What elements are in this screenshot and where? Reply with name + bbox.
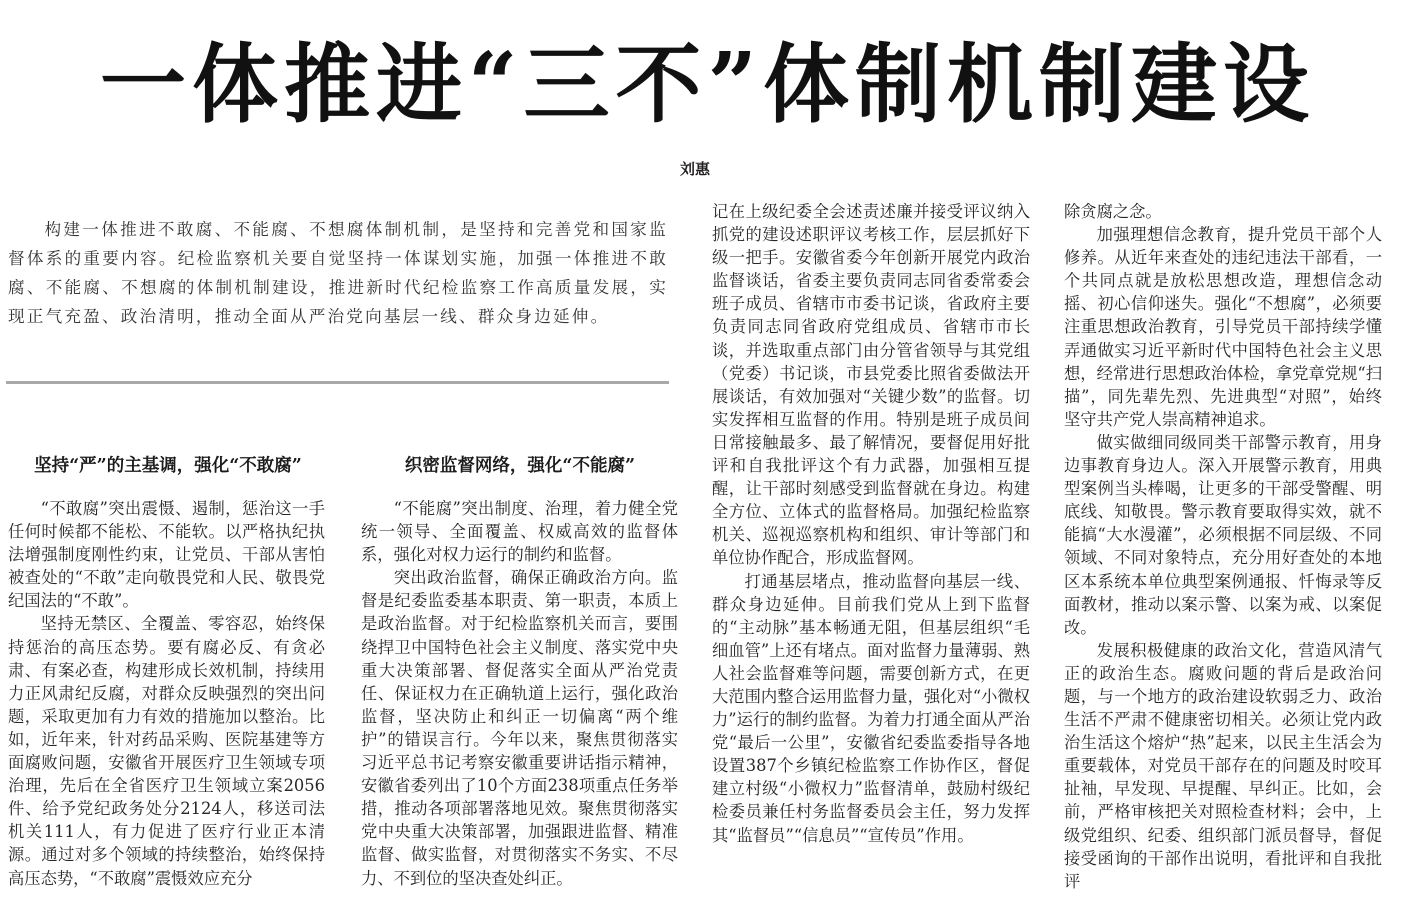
lead-paragraph (8, 215, 668, 331)
section-heading-2: 织密监督网络，强化“不能腐” (404, 456, 636, 476)
section-divider (6, 381, 669, 384)
paragraph: 做实做细同级同类干部警示教育，用身边事教育身边人。深入开展警示教育，用典型案例当头棒喝，让更多的干部受警醒、明底线、知敬畏。警示教育要取得实效，就不能搞“大水漫灌”，必须根据不同层级、不同领域、不同对象特点，充分用好查处的本地区本系统本单位典型案例通报、忏悔录等反面教材，推动以案示警、以案为戒、以案促改。 (1064, 432, 1382, 637)
paragraph: “不敢腐”突出震慑、遏制，惩治这一手任何时候都不能松、不能软。以严格执纪执法增强制度刚性约束，让党员、干部从害怕被查处的“不敢”走向敬畏党和人民、敬畏党纪国法的“不敢”。 (8, 499, 325, 611)
paragraph: 坚持无禁区、全覆盖、零容忍，始终保持惩治的高压态势。要有腐必反、有贪必肃、有案必查，构建形成长效机制，持续用力正风肃纪反腐，对群众反映强烈的突出问题，采取更加有力有效的措施加以整治。比如，近年来，针对药品采购、医院基建等方面腐败问题，安徽省开展医疗卫生领域专项治理，先后在全省医疗卫生领域立案2056件、给予党纪政务处分2124人，移送司法机关111人，有力促进了医疗行业正本清源。通过对多个领域的持续整治，始终保持高压态势，“不敢腐”震慑效应充分 (8, 614, 325, 888)
column-1 (8, 497, 325, 916)
column-2 (361, 497, 678, 916)
column-4 (1064, 200, 1382, 916)
paragraph: 发展积极健康的政治文化，营造风清气正的政治生态。腐败问题的背后是政治问题，与一个地方的政治建设软弱乏力、政治生活不严肃不健康密切相关。必须让党内政治生活这个熔炉“热”起来，以民主生活会为重要载体，对党员干部存在的问题及时咬耳扯袖，早发现、早提醒、早纠正。比如，会前，严格审核把关对照检查材料；会中，上级党组织、纪委、组织部门派员督导，督促接受函询的干部作出说明，看批评和自我批评 (1064, 640, 1382, 891)
author-byline: 刘惠 (679, 160, 710, 178)
column-3 (712, 200, 1030, 916)
section-heading-1: 坚持“严”的主基调，强化“不敢腐” (34, 456, 302, 476)
paragraph-continuation: 除贪腐之念。 (1064, 202, 1162, 221)
paragraph: “不能腐”突出制度、治理，着力健全党统一领导、全面覆盖、权威高效的监督体系，强化对权力运行的制约和监督。 (361, 499, 678, 565)
paragraph: 打通基层堵点，推动监督向基层一线、群众身边延伸。目前我们党从上到下监督的“主动脉”基本畅通无阻，但基层组织“毛细血管”上还有堵点。面对监督力量薄弱、熟人社会监督难等问题，需要创新方式，在更大范围内整合运用监督力量，强化对“小微权力”运行的制约监督。为着力打通全面从严治党“最后一公里”，安徽省纪委监委指导各地设置387个乡镇纪检监察工作协作区，督促建立村级“小微权力”监督清单，鼓励村级纪检委员兼任村务监督委员会主任，努力发挥其“监督员”“信息员”“宣传员”作用。 (712, 571, 1030, 845)
paragraph: 突出政治监督，确保正确政治方向。监督是纪委监委基本职责、第一职责，本质上是政治监督。对于纪检监察机关而言，要围绕捍卫中国特色社会主义制度、落实党中央重大决策部署、督促落实全面从严治党责任、保证权力在正确轨道上运行，强化政治监督，坚决防止和纠正一切偏离“两个维护”的错误言行。今年以来，聚焦贯彻落实习近平总书记考察安徽重要讲话指示精神，安徽省委列出了10个方面238项重点任务举措，推动各项部署落地见效。聚焦贯彻落实党中央重大决策部署，加强跟进监督、精准监督、做实监督，对贯彻落实不务实、不尽力、不到位的坚决查处纠正。 (361, 568, 678, 888)
page-headline: 一体推进“三不”体制机制建设 (100, 34, 1315, 135)
paragraph: 加强理想信念教育，提升党员干部个人修养。从近年来查处的违纪违法干部看，一个共同点就是放松思想改造，理想信念动摇、初心信仰迷失。强化“不想腐”，必须要注重思想政治教育，引导党员干部持续学懂弄通做实习近平新时代中国特色社会主义思想，经常进行思想政治体检，拿党章党规“扫描”，同先辈先烈、先进典型“对照”，始终坚守共产党人崇高精神追求。 (1064, 225, 1382, 429)
paragraph-continuation: 记在上级纪委全会述责述廉并接受评议纳入抓党的建设述职评议考核工作，层层抓好下级一把手。安徽省委今年创新开展党内政治监督谈话，省委主要负责同志同省委常委会班子成员、省辖市市委书记谈，省政府主要负责同志同省政府党组成员、省辖市市长谈，并选取重点部门由分管省领导与其党组（党委）书记谈，市县党委比照省委做法开展谈话，有效加强对“关键少数”的监督。切实发挥相互监督的作用。特别是班子成员间日常接触最多、最了解情况，要督促用好批评和自我批评这个有力武器，加强相互提醒，让干部时刻感受到监督就在身边。构建全方位、立体式的监督格局。加强纪检监察机关、巡视巡察机构和组织、审计等部门和单位协作配合，形成监督网。 (712, 202, 1030, 568)
lead-text: 构建一体推进不敢腐、不能腐、不想腐体制机制，是坚持和完善党和国家监督体系的重要内容。纪检监察机关要自觉坚持一体谋划实施，加强一体推进不敢腐、不能腐、不想腐的体制机制建设，推进新时代纪检监察工作高质量发展，实现正气充盈、政治清明，推动全面从严治党向基层一线、群众身边延伸。 (8, 220, 668, 326)
